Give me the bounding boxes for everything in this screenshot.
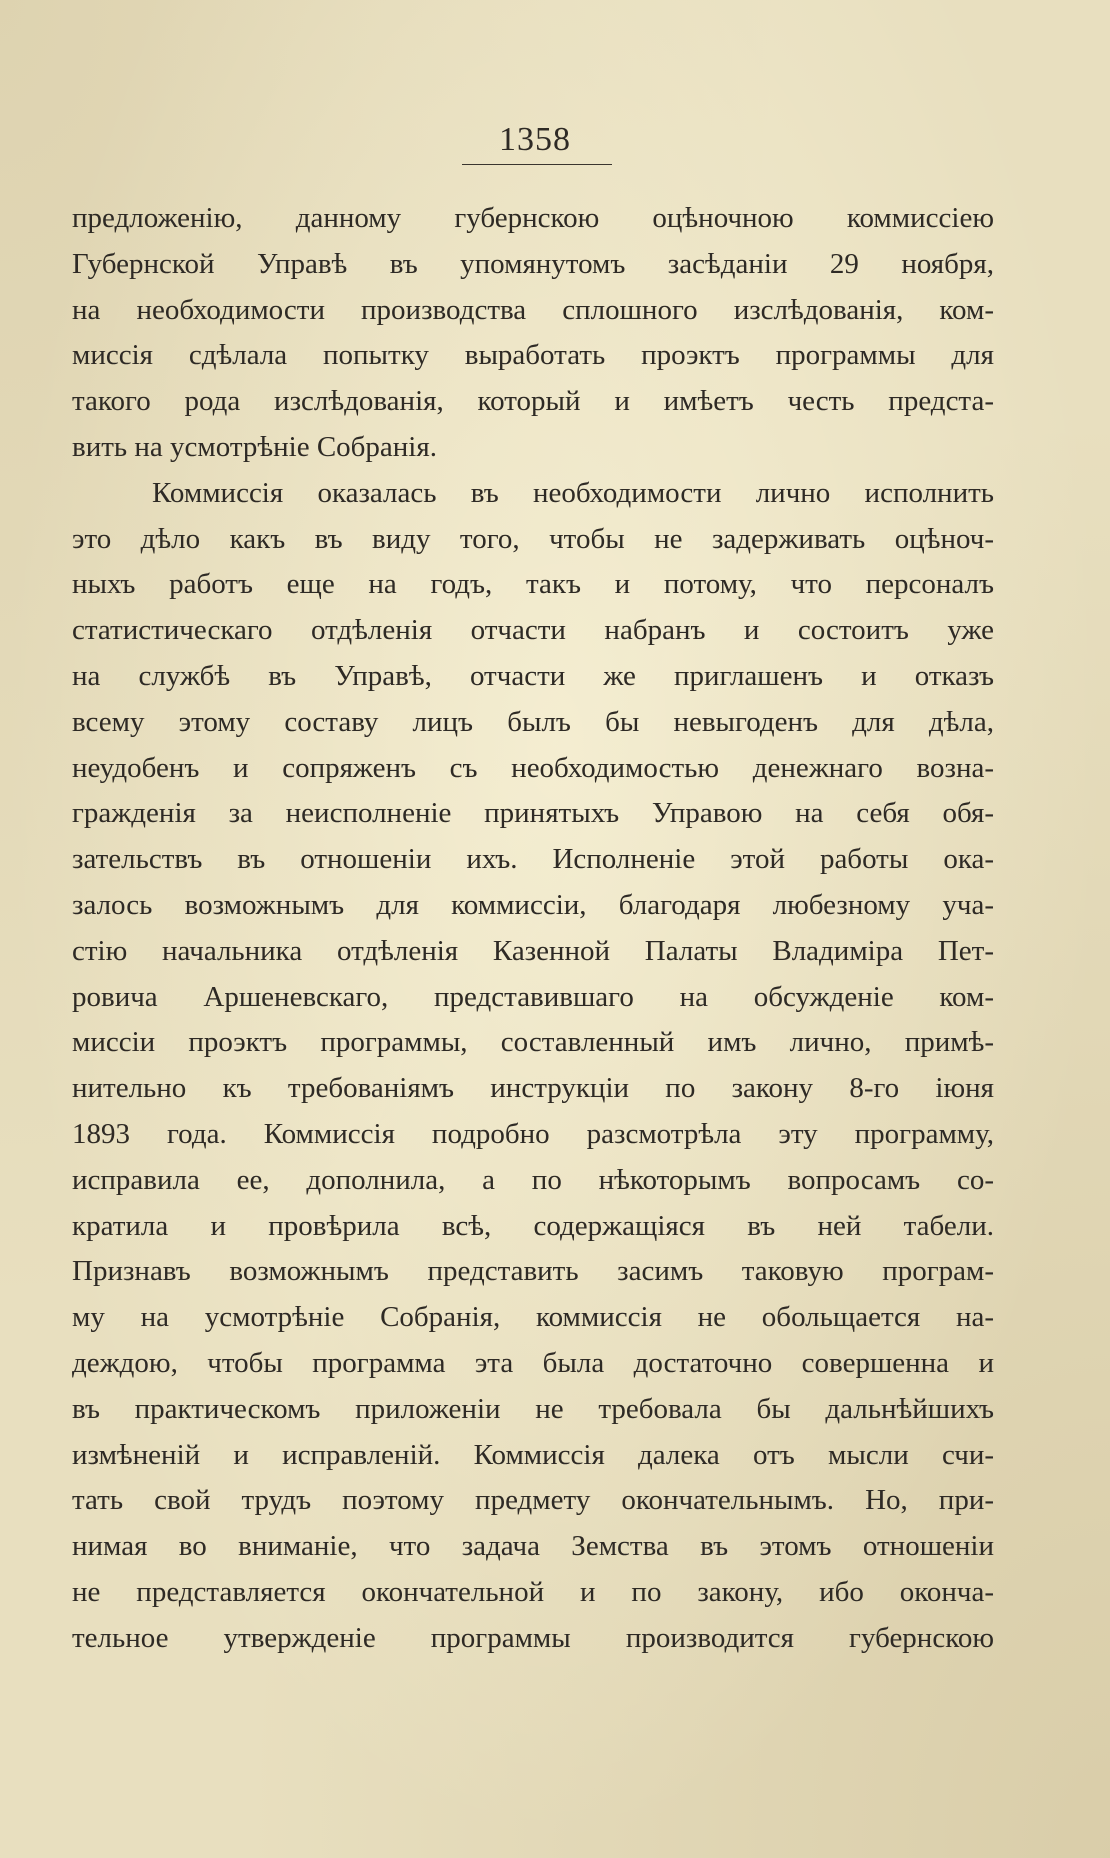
text-line: не представляется окончательной и по закону, ибо оконча- (72, 1575, 994, 1608)
text-line: Признавъ возможнымъ представить засимъ таковую програм- (72, 1255, 994, 1288)
text-line: статистическаго отдѣленія отчасти набранъ и состоитъ уже (72, 614, 994, 647)
text-line: нимая во вниманіе, что задача Земства въ этомъ отношеніи (72, 1530, 994, 1563)
text-line: измѣненій и исправленій. Коммиссія далека отъ мысли счи- (72, 1438, 994, 1471)
text-line: зательствъ въ отношеніи ихъ. Исполненіе этой работы ока- (72, 843, 994, 876)
text-line: ровича Аршеневскаго, представившаго на обсужденіе ком- (72, 980, 994, 1013)
text-line: му на усмотрѣніе Собранія, коммиссія не обольщается на- (72, 1301, 994, 1334)
text-line: на необходимости производства сплошного изслѣдованія, ком- (72, 293, 994, 326)
text-line: такого рода изслѣдованія, который и имѣетъ честь предста- (72, 385, 994, 418)
text-line: неудобенъ и сопряженъ съ необходимостью денежнаго возна- (72, 751, 994, 784)
text-line: тельное утвержденіе программы производится губернскою (72, 1621, 994, 1654)
text-line: исправила ее, дополнила, а по нѣкоторымъ вопросамъ со- (72, 1163, 994, 1196)
text-line: ныхъ работъ еще на годъ, такъ и потому, что персоналъ (72, 568, 994, 601)
text-line: деждою, чтобы программа эта была достаточно совершенна и (72, 1346, 994, 1379)
text-line: предложенію, данному губернскою оцѣночною коммиссіею (72, 202, 994, 234)
text-line: тать свой трудъ поэтому предмету окончательнымъ. Но, при- (72, 1484, 994, 1517)
text-line: миссіи проэктъ программы, составленный имъ лично, примѣ- (72, 1026, 994, 1059)
text-line: всему этому составу лицъ былъ бы невыгоденъ для дѣла, (72, 705, 994, 738)
text-line: вить на усмотрѣніе Собранія. (72, 430, 437, 463)
text-line: это дѣло какъ въ виду того, чтобы не задерживать оцѣноч- (72, 522, 994, 555)
text-line: 1893 года. Коммиссія подробно разсмотрѣла эту программу, (72, 1117, 994, 1150)
text-line: Губернской Управѣ въ упомянутомъ засѣданіи 29 ноября, (72, 247, 994, 280)
text-line: на службѣ въ Управѣ, отчасти же приглашенъ и отказъ (72, 659, 994, 692)
body-text (72, 196, 994, 1662)
text-line: въ практическомъ приложеніи не требовала бы дальнѣйшихъ (72, 1392, 994, 1425)
text-line: кратила и провѣрила всѣ, содержащіяся въ ней табели. (72, 1209, 994, 1242)
page-number: 1358 (499, 121, 571, 158)
text-line: стію начальника отдѣленія Казенной Палаты Владиміра Пет- (72, 934, 994, 967)
text-line: Коммиссія оказалась въ необходимости лично исполнить (152, 476, 994, 509)
text-line: миссія сдѣлала попытку выработать проэктъ программы для (72, 339, 994, 372)
page-number-rule (462, 164, 612, 165)
text-line: гражденія за неисполненіе принятыхъ Управою на себя обя- (72, 797, 994, 830)
text-line: нительно къ требованіямъ инструкціи по закону 8-го іюня (72, 1072, 994, 1105)
text-line: залось возможнымъ для коммиссіи, благодаря любезному уча- (72, 888, 994, 921)
